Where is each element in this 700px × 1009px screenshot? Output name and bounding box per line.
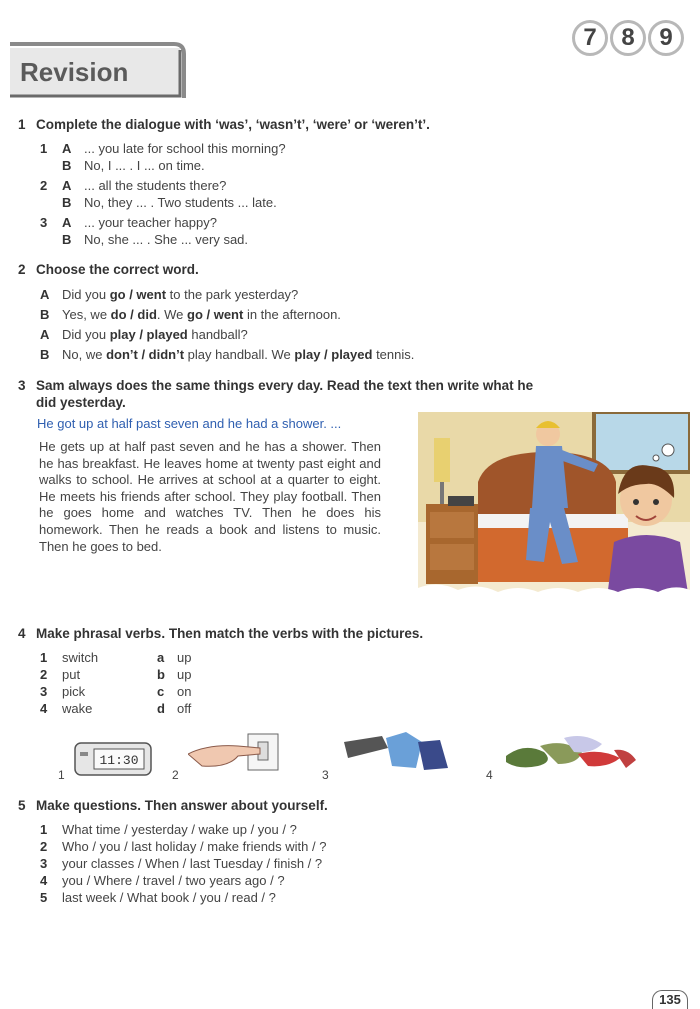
example-answer: He got up at half past seven and he had a shower. ... xyxy=(37,416,342,431)
exercise-number: 1 xyxy=(18,117,26,132)
ex5-item-1: 1 What time / yesterday / wake up / you / ? xyxy=(40,822,297,837)
ex5-item-3: 3 your classes / When / last Tuesday / finish / ? xyxy=(40,856,323,871)
reading-text: He gets up at half past seven and he has a shower. Then he has breakfast. He leaves home at twenty past eight and walks to school. He arrives at school at a quarter to eight. He meets his friends after school. They play football. Then he goes home and watches TV. Then he does his homework. Then he reads a book and listens to music. Then he goes to bed. xyxy=(39,439,381,554)
exercise-3-title: 3 Sam always does the same things every day. Read the text then write what he xyxy=(18,378,534,393)
boy-in-bedroom-illustration xyxy=(418,412,690,606)
ex1-item-2-a: 2 A ... all the students there? xyxy=(40,178,227,193)
clothes-pile-picture xyxy=(340,728,452,774)
verb-2: 2 put xyxy=(40,667,81,682)
picture-number-1: 1 xyxy=(58,768,65,782)
exercise-1-title xyxy=(18,117,430,132)
page-title: Revision xyxy=(20,57,129,87)
ex2-line-2: B Yes, we do / did. We go / went in the afternoon. xyxy=(40,307,341,322)
alarm-clock-picture xyxy=(74,742,152,778)
exercise-2-title: 2 Choose the correct word. xyxy=(18,262,199,277)
ex1-item-1-b: B No, I ... . I ... on time. xyxy=(62,158,205,173)
exercise-4-title: 4 Make phrasal verbs. Then match the verbs with the pictures. xyxy=(18,626,424,641)
ex1-item-3-a: 3 A ... your teacher happy? xyxy=(40,215,217,230)
exercise-5-title: 5 Make questions. Then answer about yourself. xyxy=(18,798,328,813)
particle-a: a up xyxy=(157,650,192,665)
clock-time: 11:30 xyxy=(99,753,139,768)
verb-3: 3 pick xyxy=(40,684,86,699)
ex2-line-1: A Did you go / went to the park yesterday? xyxy=(40,287,299,302)
ex5-item-4: 4 you / Where / travel / two years ago / ? xyxy=(40,873,285,888)
ex1-item-2-b: B No, they ... . Two students ... late. xyxy=(62,195,277,210)
unit-badge-9: 9 xyxy=(648,20,684,56)
light-switch-picture xyxy=(188,732,284,774)
page-number: 135 xyxy=(652,990,688,1009)
ex5-item-5: 5 last week / What book / you / read / ? xyxy=(40,890,276,905)
unit-badge-8: 8 xyxy=(610,20,646,56)
particle-b: b up xyxy=(157,667,192,682)
ex1-item-1-a: 1 A ... you late for school this morning? xyxy=(40,141,286,156)
verb-4: 4 wake xyxy=(40,701,93,716)
picture-number-2: 2 xyxy=(172,768,179,782)
exercise-3-title-cont: did yesterday. xyxy=(36,395,126,410)
ex5-item-2: 2 Who / you / last holiday / make friends with / ? xyxy=(40,839,327,854)
clothes-on-floor-picture xyxy=(504,732,638,772)
ex2-line-3: A Did you play / played handball? xyxy=(40,327,248,342)
picture-number-4: 4 xyxy=(486,768,493,782)
exercise-instruction: Complete the dialogue with ‘was’, ‘wasn’t’, ‘were’ or ‘weren’t’. xyxy=(36,117,430,132)
unit-badge-7: 7 xyxy=(572,20,608,56)
picture-number-3: 3 xyxy=(322,768,329,782)
verb-1: 1 switch xyxy=(40,650,99,665)
ex2-line-4: B No, we don’t / didn’t play handball. We play / played tennis. xyxy=(40,347,415,362)
particle-d: d off xyxy=(157,701,192,716)
particle-c: c on xyxy=(157,684,192,699)
ex1-item-3-b: B No, she ... . She ... very sad. xyxy=(62,232,249,247)
